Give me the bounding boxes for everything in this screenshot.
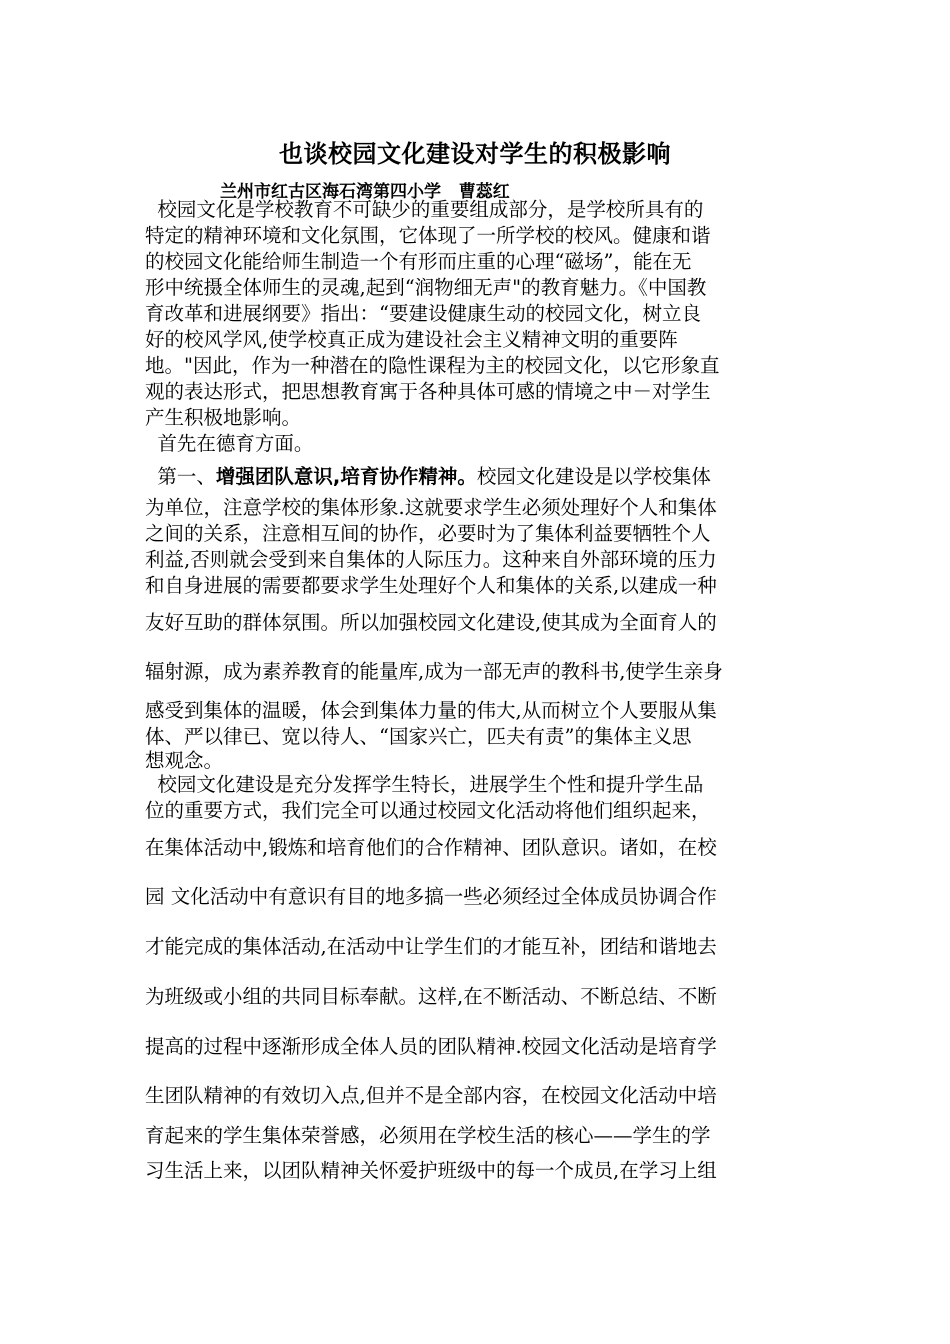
text-line: 校园文化建设是充分发挥学生特长，进展学生个性和提升学生品	[145, 773, 704, 796]
document-title: 也谈校园文化建设对学生的积极影响	[279, 140, 671, 168]
text-line: 利益,否则就会受到来自集体的人际压力。这种来自外部环境的压力	[145, 548, 717, 571]
text-line: 校园文化是学校教育不可缺少的重要组成部分，是学校所具有的	[145, 198, 704, 221]
section-heading: 增强团队意识,培育协作精神。	[215, 465, 477, 488]
text-line: 特定的精神环境和文化氛围，它体现了一所学校的校风。健康和谐	[145, 224, 711, 247]
text-line: 园 文化活动中有意识有目的地多搞一些必须经过全体成员协调合作	[145, 885, 717, 908]
text-line: 体、严以律已、宽以待人、“国家兴亡，匹夫有责”的集体主义思	[145, 725, 692, 748]
text-line: 的校园文化能给师生制造一个有形而庄重的心理“磁场”，能在无	[145, 250, 692, 273]
author-line: 兰州市红古区海石湾第四小学 曹蕊红	[220, 182, 510, 202]
text-line: 辐射源，成为素养教育的能量库,成为一部无声的教科书,使学生亲身	[145, 660, 723, 683]
text-line: 想观念。	[145, 749, 224, 772]
text-line: 形中统摄全体师生的灵魂,起到“润物细无声"的教育魅力。《中国教	[145, 276, 707, 299]
intro-line: 首先在德育方面。	[145, 432, 314, 455]
text-line: 和自身进展的需要都要求学生处理好个人和集体的关系,以建成一种	[145, 574, 717, 597]
text-line: 育改革和进展纲要》指出：“要建设健康生动的校园文化，树立良	[145, 302, 701, 325]
text-line: 感受到集体的温暖，体会到集体力量的伟大,从而树立个人要服从集	[145, 699, 717, 722]
text-line: 习生活上来，以团队精神关怀爱护班级中的每一个成员,在学习上组	[145, 1159, 717, 1182]
text-line: 好的校风学风,使学校真正成为建设社会主义精神文明的重要阵	[145, 328, 678, 351]
section-prefix: 第一、	[145, 465, 216, 488]
text-line: 生团队精神的有效切入点,但并不是全部内容，在校园文化活动中培	[145, 1084, 717, 1107]
text-line: 友好互助的群体氛围。所以加强校园文化建设,使其成为全面育人的	[145, 611, 717, 634]
section-heading-line	[145, 464, 711, 490]
text-line: 产生积极地影响。	[145, 406, 302, 429]
text-line: 为单位，注意学校的集体形象.这就要求学生必须处理好个人和集体	[145, 496, 717, 519]
text-line: 之间的关系，注意相互间的协作，必要时为了集体利益要牺牲个人	[145, 522, 711, 545]
text-line: 观的表达形式，把思想教育寓于各种具体可感的情境之中－对学生	[145, 380, 711, 403]
text-line: 为班级或小组的共同目标奉献。这样,在不断活动、不断总结、不断	[145, 985, 717, 1008]
text-line: 才能完成的集体活动,在活动中让学生们的才能互补，团结和谐地去	[145, 935, 717, 958]
text-line: 地。"因此，作为一种潜在的隐性课程为主的校园文化，以它形象直	[145, 354, 720, 377]
text-line: 提高的过程中逐渐形成全体人员的团队精神.校园文化活动是培育学	[145, 1035, 717, 1058]
section-first-line-rest: 校园文化建设是以学校集体	[476, 465, 711, 488]
text-line: 位的重要方式，我们完全可以通过校园文化活动将他们组织起来，	[145, 799, 711, 822]
text-line: 育起来的学生集体荣誉感，必须用在学校生活的核心——学生的学	[145, 1124, 711, 1147]
text-line: 在集体活动中,锻炼和培育他们的合作精神、团队意识。诸如，在校	[145, 836, 717, 859]
